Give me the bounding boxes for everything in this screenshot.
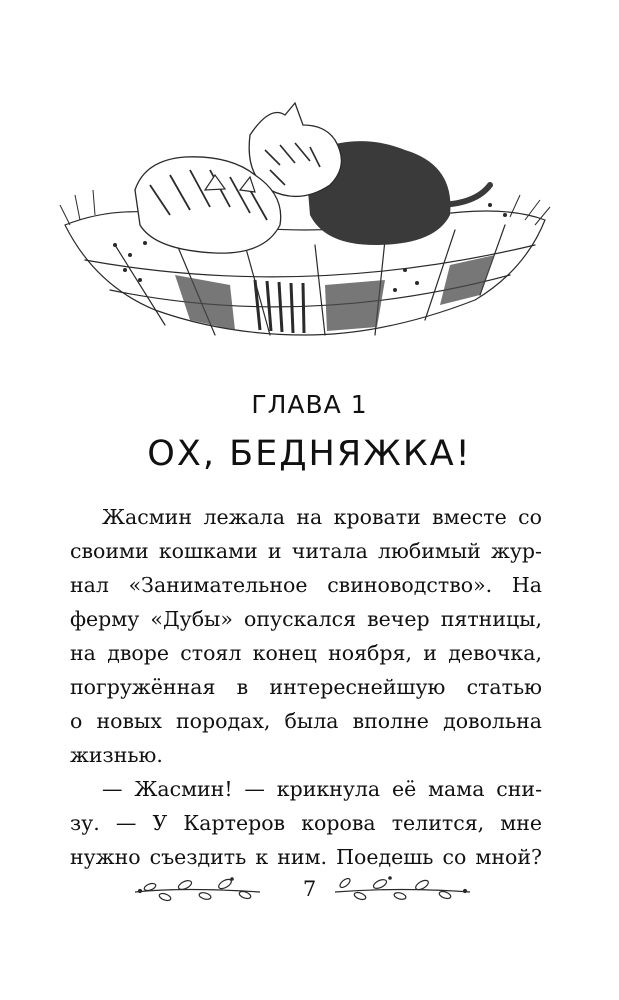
text-line: нал «Занимательное свиноводство». На — [70, 573, 542, 597]
text-line: на дворе стоял конец ноября, и девочка, — [70, 641, 542, 665]
sleeping-cats-illustration — [55, 95, 555, 345]
chapter-title: ОХ, БЕДНЯЖКА! — [147, 434, 472, 474]
paragraph-2 — [70, 772, 542, 874]
text-line: ферму «Дубы» опускался вечер пятницы, — [70, 607, 542, 631]
text-line: зу. — У Картеров корова телится, мне — [70, 811, 542, 835]
text-line: своими кошками и читала любимый жур- — [70, 539, 542, 563]
body-text — [70, 500, 542, 874]
paragraph-1 — [70, 500, 542, 772]
text-line: нужно съездить к ним. Поедешь со мной? — [70, 845, 542, 869]
page-number: 7 — [302, 877, 317, 901]
text-line: погружённая в интереснейшую статью — [70, 675, 542, 699]
text-line: — Жасмин! — крикнула её мама сни- — [102, 777, 542, 801]
text-line: жизнью. — [70, 743, 163, 767]
text-line: Жасмин лежала на кровати вместе со — [102, 505, 542, 529]
text-line: о новых породах, была вполне довольна — [70, 709, 542, 733]
chapter-label: ГЛАВА 1 — [251, 390, 368, 419]
